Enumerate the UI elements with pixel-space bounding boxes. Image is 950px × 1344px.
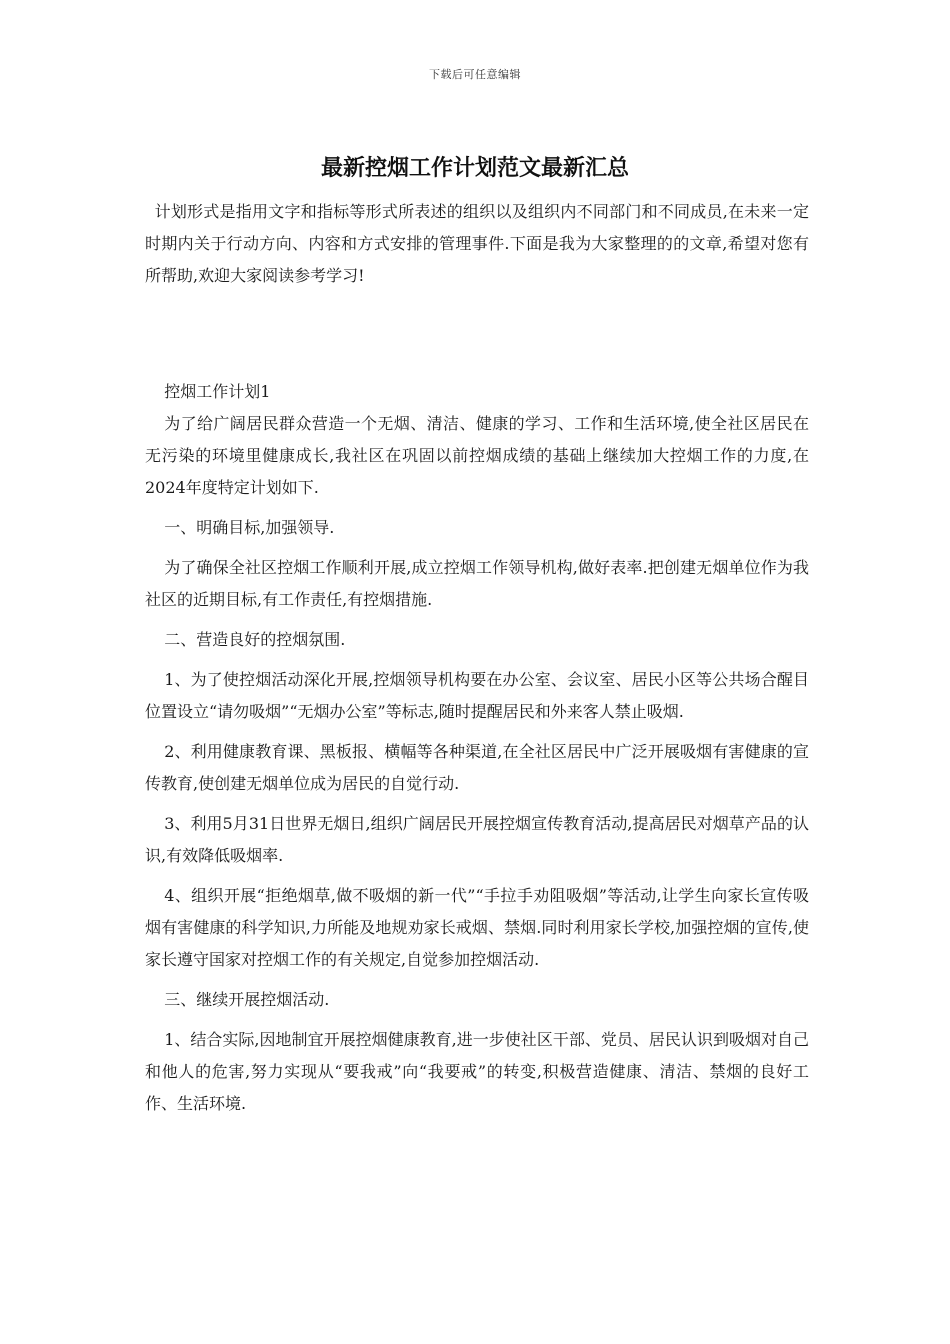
intro-paragraph: 计划形式是指用文字和指标等形式所表述的组织以及组织内不同部门和不同成员,在未来一定时期内关于行动方向、内容和方式安排的管理事件.下面是我为大家整理的的文章,希望对您有所帮助,欢迎大家阅读参考学习! xyxy=(145,202,809,285)
section-title: 控烟工作计划1 xyxy=(164,382,271,401)
paragraph: 4、组织开展“拒绝烟草,做不吸烟的新一代”“手拉手劝阻吸烟”等活动,让学生向家长宣传吸烟有害健康的科学知识,力所能及地规劝家长戒烟、禁烟.同时利用家长学校,加强控烟的宣传,使家长遵守国家对控烟工作的有关规定,自觉参加控烟活动. xyxy=(145,886,809,969)
heading-2: 二、营造良好的控烟氛围. xyxy=(164,630,346,649)
heading-1: 一、明确目标,加强领导. xyxy=(164,518,335,537)
document-body xyxy=(145,196,809,1120)
paragraph: 1、为了使控烟活动深化开展,控烟领导机构要在办公室、会议室、居民小区等公共场合醒目位置设立“请勿吸烟”“无烟办公室”等标志,随时提醒居民和外来客人禁止吸烟. xyxy=(145,670,809,721)
paragraph: 为了确保全社区控烟工作顺利开展,成立控烟工作领导机构,做好表率.把创建无烟单位作为我社区的近期目标,有工作责任,有控烟措施. xyxy=(145,558,809,609)
paragraph: 为了给广阔居民群众营造一个无烟、清洁、健康的学习、工作和生活环境,使全社区居民在无污染的环境里健康成长,我社区在巩固以前控烟成绩的基础上继续加大控烟工作的力度,在2024年度特定计划如下. xyxy=(145,414,809,497)
paragraph: 3、利用5月31日世界无烟日,组织广阔居民开展控烟宣传教育活动,提高居民对烟草产品的认识,有效降低吸烟率. xyxy=(145,814,809,865)
paragraph: 1、结合实际,因地制宜开展控烟健康教育,进一步使社区干部、党员、居民认识到吸烟对自己和他人的危害,努力实现从“要我戒”向“我要戒”的转变,积极营造健康、清洁、禁烟的良好工作、生活环境. xyxy=(145,1030,809,1113)
paragraph: 2、利用健康教育课、黑板报、横幅等各种渠道,在全社区居民中广泛开展吸烟有害健康的宣传教育,使创建无烟单位成为居民的自觉行动. xyxy=(145,742,809,793)
section-spacer xyxy=(145,292,809,376)
heading-3: 三、继续开展控烟活动. xyxy=(164,990,330,1009)
document-title: 最新控烟工作计划范文最新汇总 xyxy=(320,155,629,181)
page-header-note: 下载后可任意编辑 xyxy=(429,68,521,81)
